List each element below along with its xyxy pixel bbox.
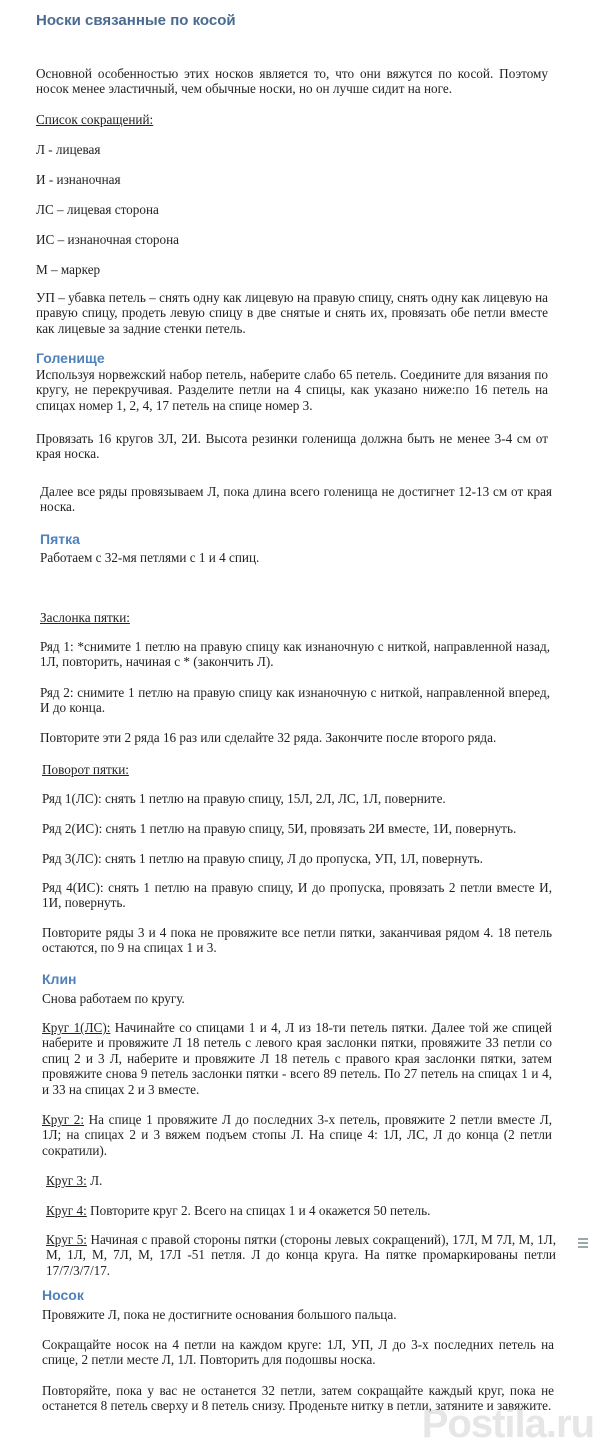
round-label: Круг 3: [46, 1173, 87, 1188]
shin-paragraph-1: Используя норвежский набор петель, наберите слабо 65 петель. Соедините для вязания по кругу, не перекручивая. Разделите петли на 4 спицы, как указано ниже:по 16 петель на спицах номер 1, 2, 4, 17 петель на спице номер 3. [36, 367, 548, 413]
heel-flap-heading: Заслонка пятки: [40, 610, 130, 625]
gusset-round-5 [46, 1232, 556, 1278]
intro-paragraph: Основной особенностью этих носков является то, что они вяжутся по косой. Поэтому носок менее эластичный, чем обычные носки, но он лучше сидит на ноге. [36, 66, 548, 97]
abbr-heading: Список сокращений: [36, 112, 154, 127]
round-text: Л. [86, 1173, 103, 1188]
heel-flap-repeat: Повторите эти 2 ряда 16 раз или сделайте 32 ряда. Закончите после второго ряда. [40, 730, 497, 745]
round-text: Начинайте со спицами 1 и 4, Л из 18-ти петель пятки. Далее той же спицей наберите и провяжите Л 18 петель с левого края заслонки пятки, провяжите 33 петли со спиц 2 и 3 Л, наберите и провяжите Л 18 петель с правого края заслонки пятки, затем провяжите снова 9 петель заслонки пятки - всего 89 петель. По 27 петель на спицах 1 и 4, и 33 на спицах 2 и 3 вместе. [42, 1020, 552, 1097]
heel-turn-row-2: Ряд 2(ИС): снять 1 петлю на правую спицу, 5И, провязать 2И вместе, 1И, повернуть. [42, 821, 517, 836]
round-label: Круг 5: [46, 1232, 87, 1247]
heel-flap-row-1: Ряд 1: *снимите 1 петлю на правую спицу как изнаночную с ниткой, направленной назад, 1Л, повторить, начиная с * (закончить Л). [40, 639, 550, 670]
gusset-round-1 [42, 1020, 552, 1097]
shin-paragraph-2: Провязать 16 кругов 3Л, 2И. Высота резинки голенища должна быть не менее 3-4 см от края носка. [36, 431, 548, 462]
heel-paragraph: Работаем с 32-мя петлями с 1 и 4 спиц. [40, 550, 260, 565]
section-heading-toe: Носок [42, 1287, 84, 1303]
heel-turn-heading: Поворот пятки: [42, 762, 129, 777]
section-heading-heel: Пятка [40, 531, 80, 547]
heel-turn-row-1: Ряд 1(ЛС): снять 1 петлю на правую спицу, 15Л, 2Л, ЛС, 1Л, поверните. [42, 791, 446, 806]
page-title: Носки связанные по косой [36, 12, 236, 29]
round-label: Круг 1(ЛС): [42, 1020, 111, 1035]
shin-paragraph-3: Далее все ряды провязываем Л, пока длина всего голенища не достигнет 12-13 см от края носка. [40, 484, 552, 515]
heel-turn-row-4: Ряд 4(ИС): снять 1 петлю на правую спицу, И до пропуска, провязать 2 петли вместе И, 1И, повернуть. [42, 880, 552, 911]
abbr-item: Л - лицевая [36, 142, 101, 157]
gusset-round-4 [46, 1203, 430, 1218]
watermark-logo: Postila.ru [421, 1402, 594, 1446]
heel-turn-repeat: Повторите ряды 3 и 4 пока не провяжите все петли пятки, заканчивая рядом 4. 18 петель остаются, по 9 на спицах 1 и 3. [42, 925, 552, 956]
section-heading-gusset: Клин [42, 971, 77, 987]
abbr-item: ИС – изнаночная сторона [36, 232, 180, 247]
round-label: Круг 4: [46, 1203, 87, 1218]
round-label: Круг 2: [42, 1112, 85, 1127]
heel-flap-row-2: Ряд 2: снимите 1 петлю на правую спицу как изнаночную с ниткой, направленной вперед, И до конца. [40, 685, 550, 716]
abbr-item: М – маркер [36, 262, 101, 277]
gusset-paragraph: Снова работаем по кругу. [42, 991, 185, 1006]
round-text: На спице 1 провяжите Л до последних 3-х петель, провяжите 2 петли вместе Л, 1Л; на спицах 2 и 3 вяжем подъем стопы Л. На спице 4: 1Л, ЛС, Л до конца (2 петли сократили). [42, 1112, 552, 1158]
abbr-item: ЛС – лицевая сторона [36, 202, 159, 217]
heel-turn-row-3: Ряд 3(ЛС): снять 1 петлю на правую спицу, Л до пропуска, УП, 1Л, повернуть. [42, 851, 483, 866]
toe-paragraph-2: Сокращайте носок на 4 петли на каждом круге: 1Л, УП, Л до 3-х последних петель на спице, 2 петли месте Л, 1Л. Повторить для подошвы носка. [42, 1337, 554, 1368]
gusset-round-2 [42, 1112, 552, 1158]
list-lines-icon [578, 1238, 588, 1250]
toe-paragraph-1: Провяжите Л, пока не достигните основания большого пальца. [42, 1307, 397, 1322]
abbr-up-definition: УП – убавка петель – снять одну как лицевую на правую спицу, снять одну как лицевую на правую спицу, продеть левую спицу в две снятые и снять их, провязать обе петли вместе как лицевые за задние стенки петель. [36, 290, 548, 336]
round-text: Повторите круг 2. Всего на спицах 1 и 4 окажется 50 петель. [86, 1203, 431, 1218]
round-text: Начиная с правой стороны пятки (стороны левых сокращений), 17Л, М 7Л, М, 1Л, М, 1Л, М, 7Л, М, 17Л -51 петля. Л до конца круга. На пятке промаркированы петли 17/7/3/7/17. [46, 1232, 556, 1278]
section-heading-shin: Голенище [36, 350, 105, 366]
gusset-round-3 [46, 1173, 102, 1188]
toe-paragraph-3: Повторяйте, пока у вас не останется 32 петли, затем сокращайте каждый круг, пока не останется 8 петель сверху и 8 петель снизу. Проденьте нитку в петли, затяните и завяжите. [42, 1383, 554, 1414]
abbr-item: И - изнаночная [36, 172, 121, 187]
